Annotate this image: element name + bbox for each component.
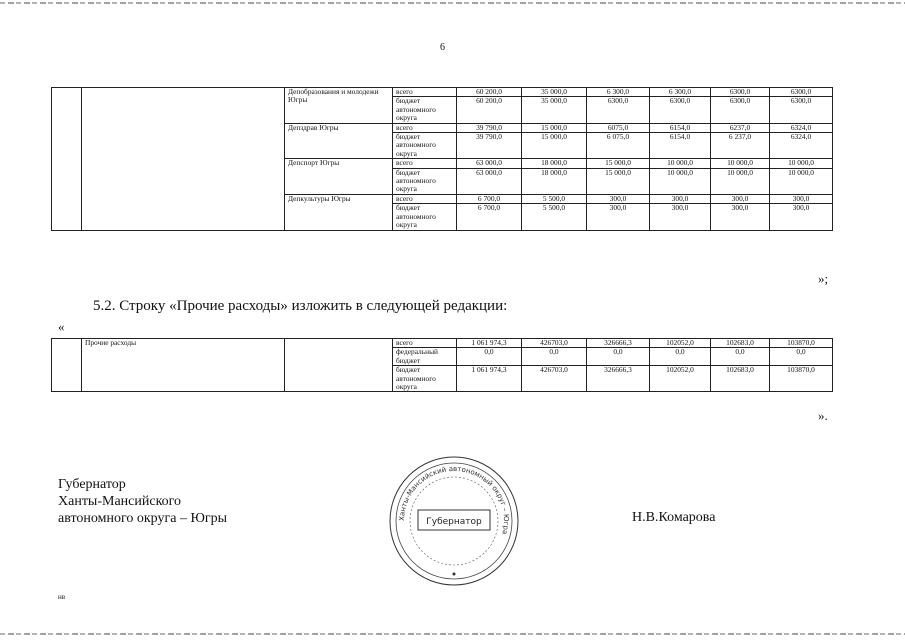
amount-cell: 6075,0 (587, 123, 650, 132)
amount-cell: 35 000,0 (522, 97, 587, 123)
funding-source-cell: всего (393, 339, 457, 348)
amount-cell: 6324,0 (770, 133, 833, 159)
amount-cell: 6 075,0 (587, 133, 650, 159)
amount-cell: 10 000,0 (770, 168, 833, 194)
expense-label-cell: Прочие расходы (82, 339, 285, 392)
footer-mark: нв (58, 593, 66, 601)
amount-cell: 102052,0 (650, 366, 711, 392)
amount-cell: 6237,0 (711, 123, 770, 132)
amount-cell: 300,0 (770, 194, 833, 203)
closing-quote-2: ». (818, 408, 828, 423)
funding-source-cell: бюджет автономного округа (393, 366, 457, 392)
amount-cell: 6154,0 (650, 133, 711, 159)
amount-cell: 0,0 (770, 348, 833, 366)
funding-source-cell: бюджет автономного округа (393, 133, 457, 159)
amount-cell: 1 061 974,3 (457, 366, 522, 392)
department-cell: Депкультуры Югры (285, 194, 393, 230)
table-row (52, 339, 833, 348)
index-cell (52, 88, 82, 231)
amount-cell: 102683,0 (711, 339, 770, 348)
amount-cell: 15 000,0 (522, 133, 587, 159)
amount-cell: 6 237,0 (711, 133, 770, 159)
funding-source-cell: бюджет автономного округа (393, 97, 457, 123)
amount-cell: 300,0 (711, 204, 770, 230)
amount-cell: 6 300,0 (587, 88, 650, 97)
amount-cell: 6300,0 (770, 88, 833, 97)
scan-edge-top (0, 2, 905, 4)
amount-cell: 6 700,0 (457, 204, 522, 230)
amount-cell: 102683,0 (711, 366, 770, 392)
funding-source-cell: бюджет автономного округа (393, 204, 457, 230)
amount-cell: 300,0 (650, 204, 711, 230)
amount-cell: 103870,0 (770, 339, 833, 348)
amount-cell: 10 000,0 (711, 168, 770, 194)
amount-cell: 426703,0 (522, 339, 587, 348)
amount-cell: 6154,0 (650, 123, 711, 132)
amount-cell: 0,0 (457, 348, 522, 366)
governor-title-block (58, 476, 227, 527)
amount-cell: 18 000,0 (522, 159, 587, 168)
amount-cell: 35 000,0 (522, 88, 587, 97)
amount-cell: 6 300,0 (650, 88, 711, 97)
amount-cell: 0,0 (650, 348, 711, 366)
stamp-ring-text: Ханты-Мансийский автономный округ – Югра (397, 464, 511, 536)
opening-quote: « (58, 319, 65, 334)
stamp-center-text: Губернатор (426, 517, 482, 527)
signer-name: Н.В.Комарова (632, 510, 716, 525)
page-number: 6 (440, 42, 445, 53)
amount-cell: 6300,0 (711, 88, 770, 97)
amount-cell: 15 000,0 (587, 168, 650, 194)
amount-cell: 39 790,0 (457, 133, 522, 159)
amount-cell: 60 200,0 (457, 88, 522, 97)
funding-source-cell: всего (393, 123, 457, 132)
governor-line: Губернатор (58, 477, 126, 492)
amount-cell: 6300,0 (711, 97, 770, 123)
funding-source-cell: всего (393, 159, 457, 168)
amount-cell: 6300,0 (770, 97, 833, 123)
amount-cell: 300,0 (587, 194, 650, 203)
scan-edge-bottom (0, 633, 905, 635)
section-heading: 5.2. Строку «Прочие расходы» изложить в следующей редакции: (93, 298, 508, 314)
funding-source-cell: всего (393, 88, 457, 97)
amount-cell: 6 700,0 (457, 194, 522, 203)
amount-cell: 300,0 (770, 204, 833, 230)
amount-cell: 300,0 (650, 194, 711, 203)
department-cell (285, 339, 393, 392)
amount-cell: 426703,0 (522, 366, 587, 392)
closing-quote-1: »; (818, 271, 829, 286)
department-cell: Депспорт Югры (285, 159, 393, 195)
amount-cell: 63 000,0 (457, 159, 522, 168)
table-row (52, 88, 833, 97)
amount-cell: 326666,3 (587, 366, 650, 392)
amount-cell: 0,0 (587, 348, 650, 366)
amount-cell: 0,0 (711, 348, 770, 366)
amount-cell: 5 500,0 (522, 194, 587, 203)
description-cell (82, 88, 285, 231)
amount-cell: 0,0 (522, 348, 587, 366)
amount-cell: 103870,0 (770, 366, 833, 392)
amount-cell: 18 000,0 (522, 168, 587, 194)
amount-cell: 39 790,0 (457, 123, 522, 132)
amount-cell: 15 000,0 (522, 123, 587, 132)
amount-cell: 10 000,0 (650, 168, 711, 194)
amount-cell: 15 000,0 (587, 159, 650, 168)
amount-cell: 10 000,0 (770, 159, 833, 168)
amount-cell: 102052,0 (650, 339, 711, 348)
funding-source-cell: бюджет автономного округа (393, 168, 457, 194)
funding-table-departments (51, 87, 833, 231)
funding-source-cell: всего (393, 194, 457, 203)
amount-cell: 60 200,0 (457, 97, 522, 123)
amount-cell: 300,0 (587, 204, 650, 230)
amount-cell: 63 000,0 (457, 168, 522, 194)
department-cell: Депобразования и молодежи Югры (285, 88, 393, 124)
amount-cell: 10 000,0 (711, 159, 770, 168)
index-cell (52, 339, 82, 392)
official-stamp (382, 452, 526, 590)
amount-cell: 300,0 (711, 194, 770, 203)
amount-cell: 5 500,0 (522, 204, 587, 230)
governor-line: Ханты-Мансийского (58, 494, 182, 509)
amount-cell: 10 000,0 (650, 159, 711, 168)
funding-table-other-expenses (51, 338, 833, 392)
governor-line: автономного округа – Югры (58, 511, 227, 526)
department-cell: Депздрав Югры (285, 123, 393, 159)
amount-cell: 6300,0 (587, 97, 650, 123)
amount-cell: 1 061 974,3 (457, 339, 522, 348)
funding-source-cell: федеральный бюджет (393, 348, 457, 366)
amount-cell: 6300,0 (650, 97, 711, 123)
amount-cell: 326666,3 (587, 339, 650, 348)
amount-cell: 6324,0 (770, 123, 833, 132)
